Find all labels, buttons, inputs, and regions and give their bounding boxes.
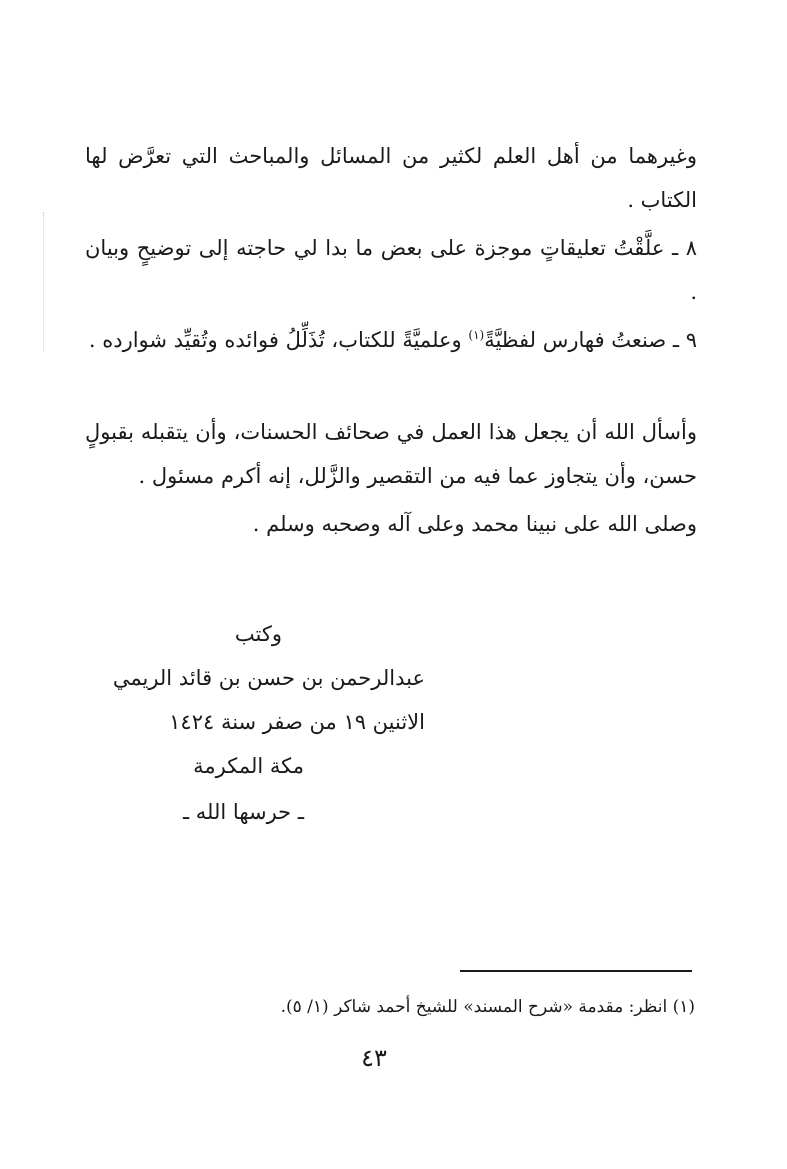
page-number: ٤٣ bbox=[361, 1044, 387, 1072]
signature-date: الاثنين ١٩ من صفر سنة ١٤٢٤ bbox=[169, 710, 425, 734]
paragraph-prayer: وأسأل الله أن يجعل هذا العمل في صحائف الحسنات، وأن يتقبله بقبولٍ حسن، وأن يتجاوز عما فيه من التقصير والزَّلل، إنه أكرم مسئول . bbox=[85, 420, 697, 488]
signature-author-name: عبدالرحمن بن حسن بن قائد الريمي bbox=[112, 666, 425, 690]
item-9-text-end: وعلميَّةً للكتاب، تُذَلِّلُ فوائده وتُقيِّد شوارده . bbox=[88, 328, 469, 352]
paragraph-item-8: ٨ ـ علَّقْتُ تعليقاتٍ موجزة على بعض ما بدا لي حاجته إلى توضيحٍ وبيان . bbox=[85, 236, 697, 304]
footnote-1: (١) انظر: مقدمة «شرح المسند» للشيخ أحمد شاكر (١/ ٥). bbox=[280, 997, 695, 1017]
footnote-marker[interactable]: (١) bbox=[468, 328, 485, 342]
signature-invocation: ـ حرسها الله ـ bbox=[182, 800, 304, 824]
signature-wrote: وكتب bbox=[234, 622, 282, 646]
paragraph-item-9 bbox=[85, 318, 697, 362]
paragraph-blessing: وصلى الله على نبينا محمد وعلى آله وصحبه وسلم . bbox=[252, 512, 697, 536]
footnote-separator bbox=[460, 970, 692, 972]
item-9-text-start: ٩ ـ صنعتُ فهارس لفظيَّةً bbox=[484, 328, 697, 352]
margin-mark bbox=[43, 212, 45, 352]
signature-place: مكة المكرمة bbox=[193, 754, 304, 778]
paragraph-scholars: وغيرهما من أهل العلم لكثير من المسائل والمباحث التي تعرَّض لها الكتاب . bbox=[85, 144, 697, 212]
